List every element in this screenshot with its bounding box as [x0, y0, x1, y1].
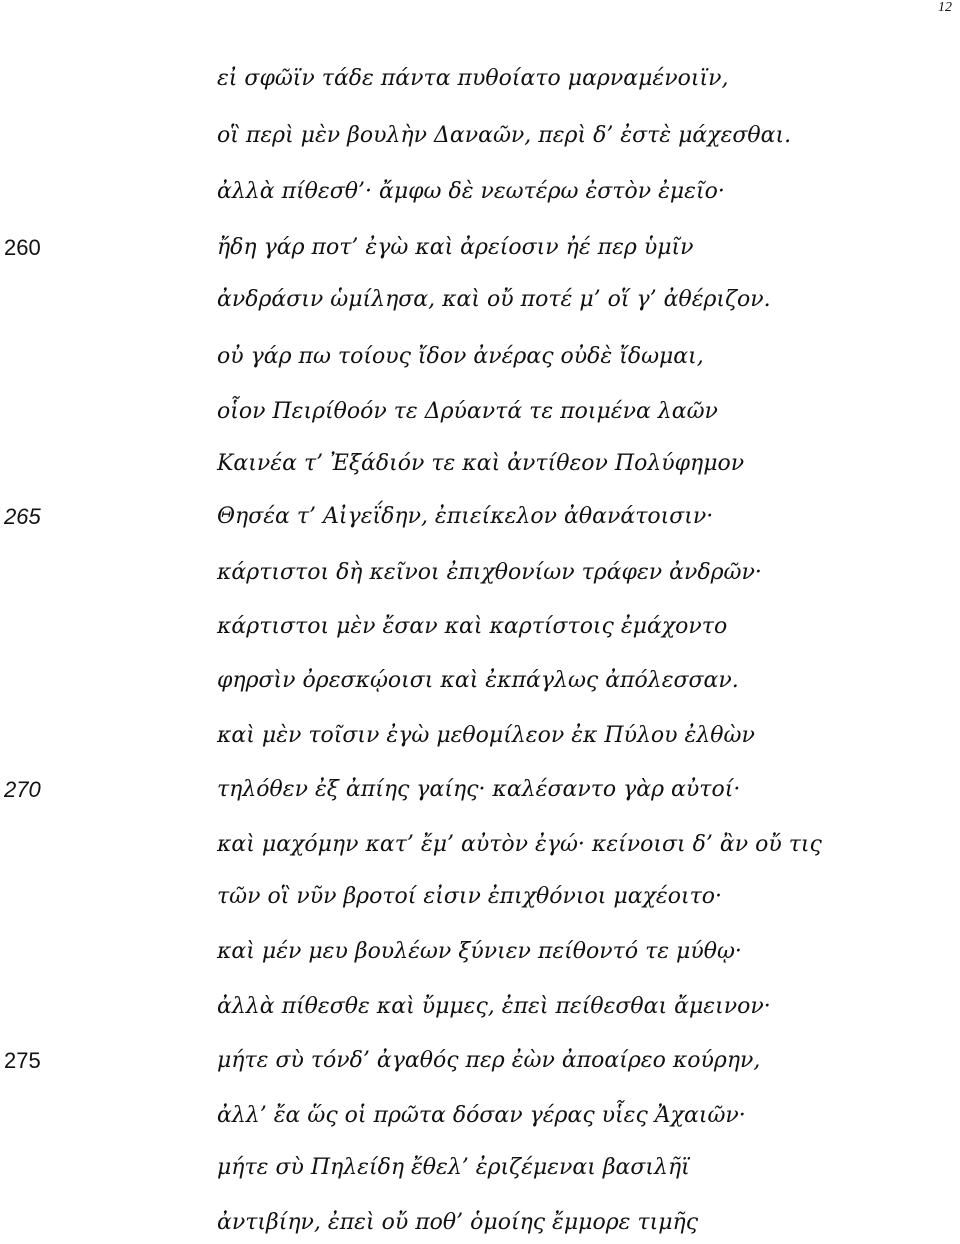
verse-line: μήτε σὺ Πηλείδη ἔθελ’ ἐριζέμεναι βασιλῆϊ [217, 1155, 690, 1180]
verse-line: οὐ γάρ πω τοίους ἴδον ἀνέρας οὐδὲ ἴδωμαι, [217, 344, 704, 369]
verse-line: Θησέα τ’ Αἰγεΐδην, ἐπιείκελον ἀθανάτοισιν· [217, 504, 714, 529]
verse-line: κάρτιστοι δὴ κεῖνοι ἐπιχθονίων τράφεν ἀνδρῶν· [217, 560, 762, 585]
verse-line: τηλόθεν ἐξ ἀπίης γαίης· καλέσαντο γὰρ αὐτοί· [217, 777, 741, 802]
verse-line: φηρσὶν ὀρεσκῴοισι καὶ ἐκπάγλως ἀπόλεσσαν. [217, 668, 739, 693]
page-number: 12 [938, 0, 952, 15]
verse-line: οἳ περὶ μὲν βουλὴν Δαναῶν, περὶ δ’ ἐστὲ μάχεσθαι. [217, 123, 792, 148]
verse-line: ἤδη γάρ ποτ’ ἐγὼ καὶ ἀρείοσιν ἠέ περ ὑμῖν [217, 235, 694, 260]
verse-line: καὶ μέν μευ βουλέων ξύνιεν πείθοντό τε μύθῳ· [217, 939, 742, 964]
verse-line: καὶ μὲν τοῖσιν ἐγὼ μεθομίλεον ἐκ Πύλου ἐλθὼν [217, 723, 755, 748]
verse-line: ἀλλὰ πίθεσθε καὶ ὔμμες, ἐπεὶ πείθεσθαι ἄμεινον· [217, 994, 771, 1019]
verse-line: ἀντιβίην, ἐπεὶ οὔ ποθ’ ὁμοίης ἔμμορε τιμῆς [217, 1210, 699, 1235]
verse-line: οἷον Πειρίθοόν τε Δρύαντά τε ποιμένα λαῶν [217, 399, 718, 424]
verse-line: μήτε σὺ τόνδ’ ἀγαθός περ ἐὼν ἀποαίρεο κούρην, [217, 1048, 761, 1073]
verse-line: Καινέα τ’ Ἐξάδιόν τε καὶ ἀντίθεον Πολύφημον [217, 451, 745, 476]
verse-line: τῶν οἳ νῦν βροτοί εἰσιν ἐπιχθόνιοι μαχέοιτο· [217, 884, 722, 909]
verse-line: ἀλλὰ πίθεσθ’· ἄμφω δὲ νεωτέρω ἐστὸν ἐμεῖο· [217, 179, 725, 204]
verse-line: κάρτιστοι μὲν ἔσαν καὶ καρτίστοις ἐμάχοντο [217, 614, 728, 639]
line-number: 260 [4, 235, 41, 260]
line-number: 270 [4, 777, 41, 802]
verse-line: ἀλλ’ ἔα ὥς οἱ πρῶτα δόσαν γέρας υἷες Ἀχαιῶν· [217, 1103, 746, 1128]
line-number: 275 [4, 1048, 41, 1073]
line-number: 265 [4, 504, 41, 529]
verse-line: καὶ μαχόμην κατ’ ἔμ’ αὐτὸν ἐγώ· κείνοισι δ’ ἂν οὔ τις [217, 832, 822, 857]
verse-line: ἀνδράσιν ὡμίλησα, καὶ οὔ ποτέ μ’ οἵ γ’ ἀθέριζον. [217, 287, 771, 312]
verse-line: εἰ σφῶϊν τάδε πάντα πυθοίατο μαρναμένοιϊν, [217, 66, 729, 91]
